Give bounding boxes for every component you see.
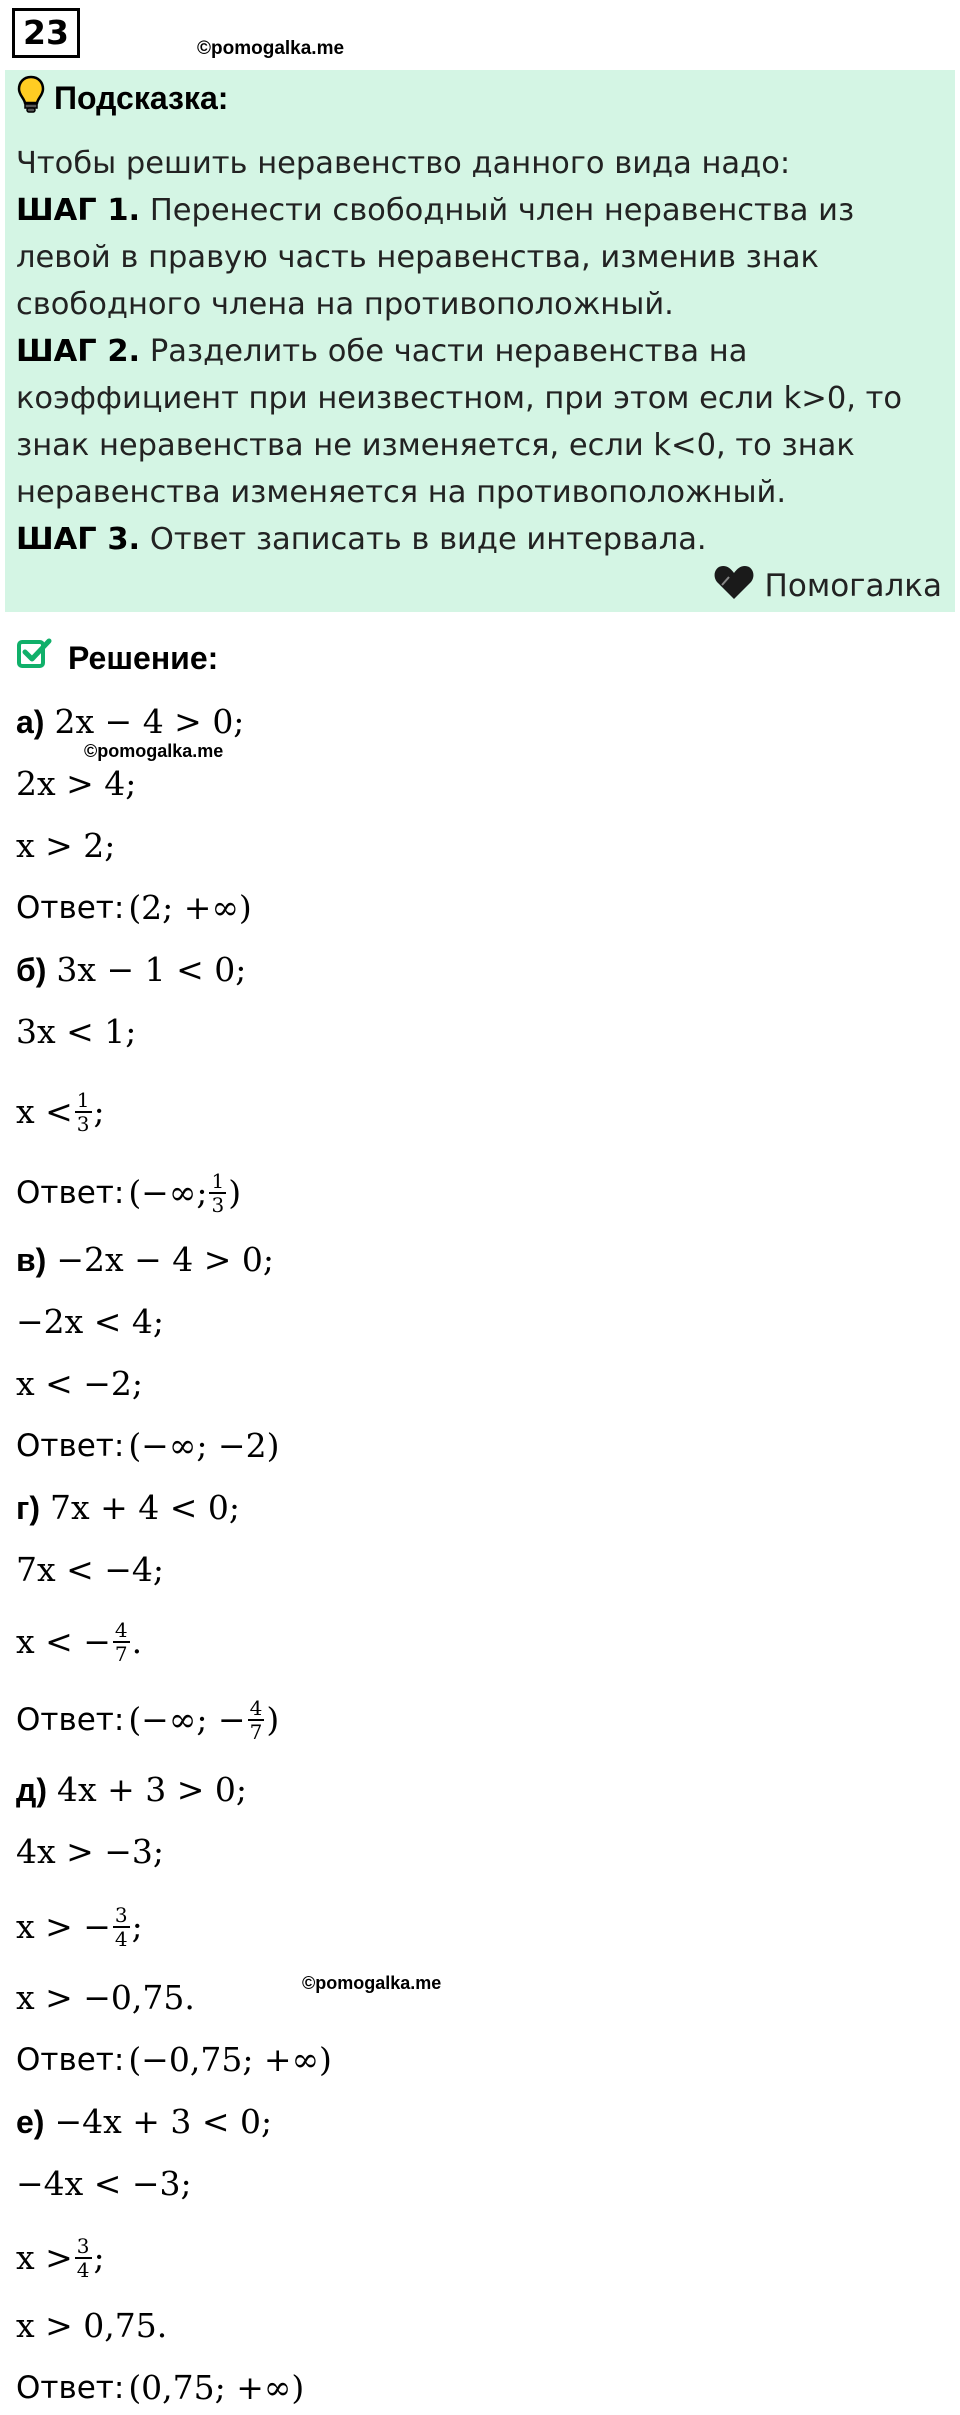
- part-e-answer-value: (0,75; +∞): [128, 2368, 305, 2407]
- part-a-label: а): [16, 704, 45, 740]
- fraction-denominator: 7: [114, 1642, 128, 1666]
- part-g-line-1: [16, 1486, 240, 1530]
- part-a-eq-3: x > 2;: [16, 826, 116, 865]
- fraction-denominator: 7: [249, 1720, 263, 1744]
- part-g-line-2: [16, 1548, 164, 1592]
- answer-word: Ответ:: [16, 890, 125, 926]
- part-e-eq-3-fraction: [75, 2235, 92, 2281]
- part-e-eq-4: x > 0,75.: [16, 2306, 168, 2345]
- fraction-numerator: 3: [76, 2234, 90, 2258]
- watermark-3: ©pomogalka.me: [302, 1973, 442, 1993]
- part-e-answer: [16, 2366, 304, 2410]
- part-b-eq-3-pre: x <: [16, 1092, 73, 1131]
- part-v-eq-1: −2x − 4 > 0;: [56, 1240, 274, 1279]
- part-d-eq-3-post: ;: [131, 1907, 143, 1946]
- watermark-2: ©pomogalka.me: [84, 741, 224, 761]
- part-g-eq-3-pre: x < −: [16, 1622, 111, 1661]
- hint-title-text: Подсказка:: [54, 79, 229, 116]
- part-b-eq-3-fraction: [75, 1089, 92, 1135]
- answer-word: Ответ:: [16, 2370, 125, 2406]
- part-e-eq-2: −4x < −3;: [16, 2164, 192, 2203]
- part-g-line-3: [16, 1612, 142, 1672]
- part-b-eq-2: 3x < 1;: [16, 1012, 137, 1051]
- part-d-eq-4: x > −0,75.: [16, 1978, 195, 2017]
- part-b-label: б): [16, 952, 47, 988]
- part-v-line-1: [16, 1238, 274, 1282]
- hint-text: [16, 140, 946, 563]
- hint-intro: Чтобы решить неравенство данного вида надо:: [16, 146, 791, 181]
- part-b-answer-post: ): [228, 1173, 242, 1212]
- answer-word: Ответ:: [16, 1175, 125, 1211]
- fraction-denominator: 4: [76, 2258, 90, 2282]
- part-d-eq-2: 4x > −3;: [16, 1832, 165, 1871]
- answer-word: Ответ:: [16, 1702, 125, 1738]
- fraction-denominator: 3: [211, 1193, 225, 1217]
- step-2-text: Разделить обе части неравенства на коэффициент при неизвестном, при этом если k>0, то знак неравенства не изменяется, если k<0, то знак неравенства изменяется на противоположный.: [16, 334, 903, 510]
- part-e-eq-3-post: ;: [93, 2238, 105, 2277]
- part-g-answer-fraction: [248, 1697, 265, 1743]
- part-d-label: д): [16, 1772, 47, 1808]
- fraction-denominator: 4: [114, 1927, 128, 1951]
- part-e-line-2: [16, 2162, 192, 2206]
- step-2-label: ШАГ 2.: [16, 334, 141, 369]
- part-e-eq-1: −4x + 3 < 0;: [54, 2102, 273, 2141]
- part-e-line-3: [16, 2228, 105, 2288]
- step-3-text: Ответ записать в виде интервала.: [140, 522, 707, 557]
- part-b-eq-1: 3x − 1 < 0;: [56, 950, 247, 989]
- part-b-eq-3-post: ;: [93, 1092, 105, 1131]
- hint-step-1: [16, 187, 946, 328]
- part-g-answer-pre: (−∞; −: [128, 1700, 246, 1739]
- fraction-denominator: 3: [76, 1112, 90, 1136]
- part-d-line-3: [16, 1897, 143, 1957]
- answer-word: Ответ:: [16, 2042, 125, 2078]
- fraction-numerator: 4: [249, 1696, 263, 1720]
- hint-title: [16, 76, 228, 120]
- part-d-answer-value: (−0,75; +∞): [128, 2040, 332, 2079]
- checkbox-icon: [16, 636, 52, 680]
- part-g-eq-3-fraction: [113, 1619, 130, 1665]
- part-e-line-4: [16, 2304, 167, 2348]
- step-1-text: Перенести свободный член неравенства из левой в правую часть неравенства, изменив знак свободного члена на противоположный.: [16, 193, 855, 322]
- part-b-line-3: [16, 1082, 105, 1142]
- part-g-answer-post: ): [266, 1700, 280, 1739]
- part-g-eq-3-post: .: [131, 1622, 143, 1661]
- fraction-numerator: 1: [211, 1169, 225, 1193]
- part-d-line-4: [16, 1976, 195, 2020]
- part-g-answer: [16, 1690, 279, 1750]
- hint-step-2: [16, 328, 946, 516]
- step-1-label: ШАГ 1.: [16, 193, 141, 228]
- part-a-answer-value: (2; +∞): [128, 888, 252, 927]
- part-v-answer: [16, 1424, 279, 1468]
- part-g-eq-2: 7x < −4;: [16, 1550, 165, 1589]
- answer-word: Ответ:: [16, 1428, 125, 1464]
- fraction-numerator: 4: [114, 1618, 128, 1642]
- part-d-eq-3-fraction: [113, 1904, 130, 1950]
- brand-text: Помогалка: [764, 568, 942, 604]
- part-d-eq-1: 4x + 3 > 0;: [56, 1770, 247, 1809]
- part-v-answer-value: (−∞; −2): [128, 1426, 280, 1465]
- part-e-label: е): [16, 2104, 45, 2140]
- part-v-label: в): [16, 1242, 47, 1278]
- task-number: 23: [12, 8, 80, 58]
- part-a-line-3: [16, 824, 115, 868]
- part-b-answer-pre: (−∞;: [128, 1173, 208, 1212]
- part-a-eq-1: 2x − 4 > 0;: [54, 702, 245, 741]
- part-b-line-2: [16, 1010, 136, 1054]
- solution-title-text: Решение:: [68, 639, 219, 676]
- part-g-label: г): [16, 1490, 40, 1526]
- part-v-eq-3: x < −2;: [16, 1364, 144, 1403]
- step-3-label: ШАГ 3.: [16, 522, 141, 557]
- part-d-eq-3-pre: x > −: [16, 1907, 111, 1946]
- part-v-line-2: [16, 1300, 164, 1344]
- solution-title: [16, 636, 218, 680]
- part-a-eq-2: 2x > 4;: [16, 764, 137, 803]
- part-e-line-1: [16, 2100, 272, 2144]
- part-g-eq-1: 7x + 4 < 0;: [49, 1488, 240, 1527]
- part-a-answer: [16, 886, 252, 930]
- part-a-line-1: [16, 700, 244, 744]
- heart-icon: [713, 563, 755, 609]
- part-b-answer-fraction: [209, 1170, 226, 1216]
- part-d-answer: [16, 2038, 332, 2082]
- part-d-line-2: [16, 1830, 164, 1874]
- hint-step-3: [16, 516, 946, 563]
- part-v-line-3: [16, 1362, 143, 1406]
- fraction-numerator: 3: [114, 1903, 128, 1927]
- part-b-line-1: [16, 948, 246, 992]
- part-e-eq-3-pre: x >: [16, 2238, 73, 2277]
- part-d-line-1: [16, 1768, 247, 1812]
- lightbulb-icon: [16, 74, 46, 122]
- part-b-answer: [16, 1163, 241, 1223]
- fraction-numerator: 1: [76, 1088, 90, 1112]
- part-v-eq-2: −2x < 4;: [16, 1302, 165, 1341]
- brand: [713, 564, 942, 608]
- part-a-line-2: [16, 762, 136, 806]
- watermark: ©pomogalka.me: [197, 38, 345, 59]
